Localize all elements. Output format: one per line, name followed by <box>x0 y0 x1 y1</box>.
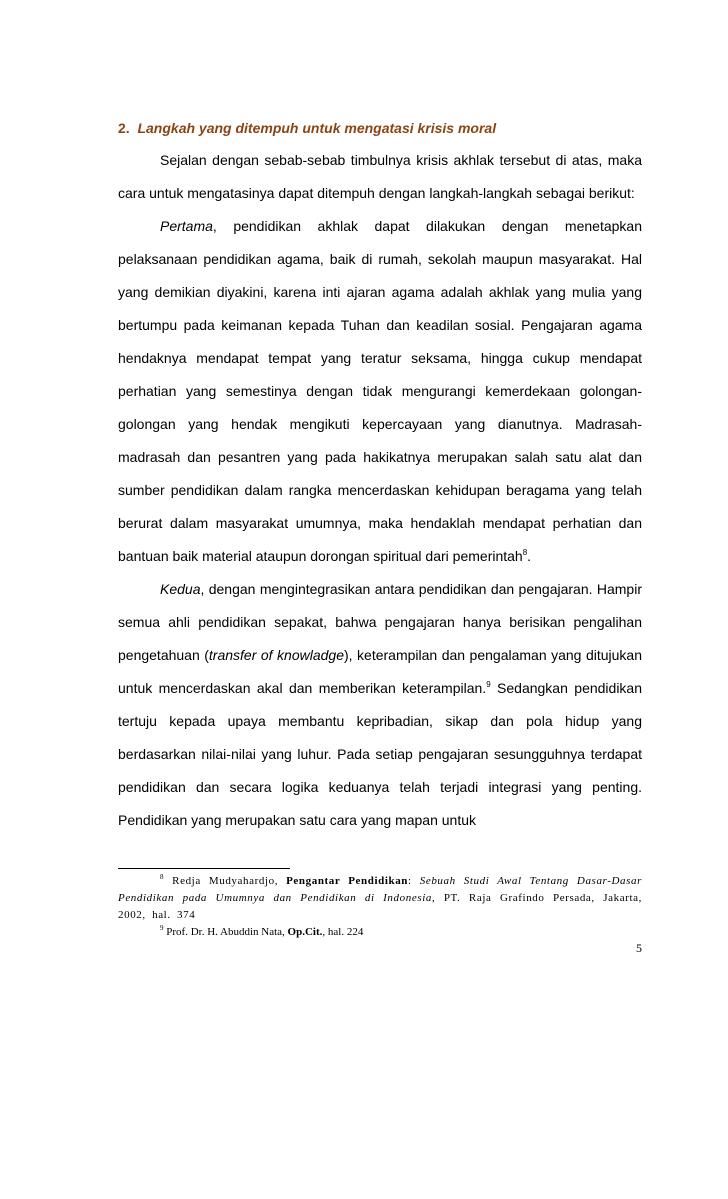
footnote-8-subtitle: Sebuah Studi Awal Tentang Dasar-Dasar Pendidikan pada Umumnya dan Pendidikan di Indonesia <box>118 875 642 904</box>
footnote-9 <box>118 924 642 941</box>
section-number: 2. <box>118 120 130 136</box>
paragraph-pertama <box>118 210 642 573</box>
paragraph-kedua <box>118 573 642 837</box>
footnote-8-number: 8 <box>160 873 165 881</box>
paragraph-pertama-end: . <box>527 548 532 564</box>
paragraph-pertama-text: , pendidikan akhlak dapat dilakukan dengan menetapkan pelaksanaan pendidikan agama, baik di rumah, sekolah maupun masyarakat. Hal yang demikian diyakini, karena inti ajaran agama adalah akhlak yang mulia yang bertumpu pada keimanan kepada Tuhan dan keadilan sosial. Pengajaran agama hendaknya mendapat tempat yang teratur seksama, hingga cukup mendapat perhatian yang semestinya dengan tidak mengurangi kemerdekaan golongan-golongan yang hendak mengikuti kepercayaan yang dianutnya. Madrasah-madrasah dan pesantren yang pada hakikatnya merupakan salah satu alat dan sumber pendidikan dalam rangka mencerdaskan kehidupan beragama yang telah berurat dalam masyarakat umumnya, maka hendaklah mendapat perhatian dan bantuan baik material ataupun dorongan spiritual dari pemerintah <box>118 218 642 564</box>
footnote-ref-8: 8 <box>522 548 528 557</box>
paragraph-kedua-text-c: Sedangkan pendidikan tertuju kepada upaya membantu kepribadian, sikap dan pola hidup yang berdasarkan nilai-nilai yang luhur. Pada setiap pengajaran sesungguhnya terdapat pendidikan dan secara logika keduanya telah terjadi integrasi yang penting. Pendidikan yang merupakan satu cara yang mapan untuk <box>118 680 643 828</box>
footnote-ref-9: 9 <box>486 680 491 689</box>
paragraph-kedua-text-a: , dengan mengintegrasikan antara pendidikan dan pengajaran. Hampir semua ahli pendidikan sepakat, bahwa pengajaran hanya berisikan pengalihan pengetahuan ( <box>118 581 642 663</box>
footnote-9-title: Op.Cit. <box>287 926 323 938</box>
footnote-8-title: Pengantar Pendidikan <box>286 875 409 887</box>
footnote-9-author: Prof. Dr. H. Abuddin Nata, <box>166 926 285 938</box>
footnote-8-author: Redja Mudyahardjo, <box>172 875 279 887</box>
footnote-separator <box>118 868 290 869</box>
footnotes <box>118 873 642 941</box>
paragraph-lead-pertama: Pertama <box>160 218 213 234</box>
body-text <box>118 144 642 837</box>
section-title: Langkah yang ditempuh untuk mengatasi krisis moral <box>137 120 497 136</box>
footnote-8 <box>118 873 642 924</box>
paragraph-kedua-italic-term: transfer of knowladge <box>208 647 344 663</box>
paragraph-intro: Sejalan dengan sebab-sebab timbulnya krisis akhlak tersebut di atas, maka cara untuk mengatasinya dapat ditempuh dengan langkah-langkah sebagai berikut: <box>118 152 642 201</box>
paragraph-lead-kedua: Kedua <box>160 581 201 597</box>
section-heading <box>118 118 642 138</box>
footnote-9-page: , hal. 224 <box>322 926 364 938</box>
page-number: 5 <box>636 941 642 955</box>
footnote-8-publisher: , PT. Raja Grafindo Persada, Jakarta, 2002, hal. 374 <box>118 892 642 921</box>
paragraph-kedua-text-b: ), keterampilan dan pengalaman yang ditujukan untuk mencerdaskan akal dan memberikan keterampilan. <box>118 647 642 696</box>
footnote-8-colon: : <box>408 875 412 887</box>
footnote-9-number: 9 <box>160 924 164 932</box>
